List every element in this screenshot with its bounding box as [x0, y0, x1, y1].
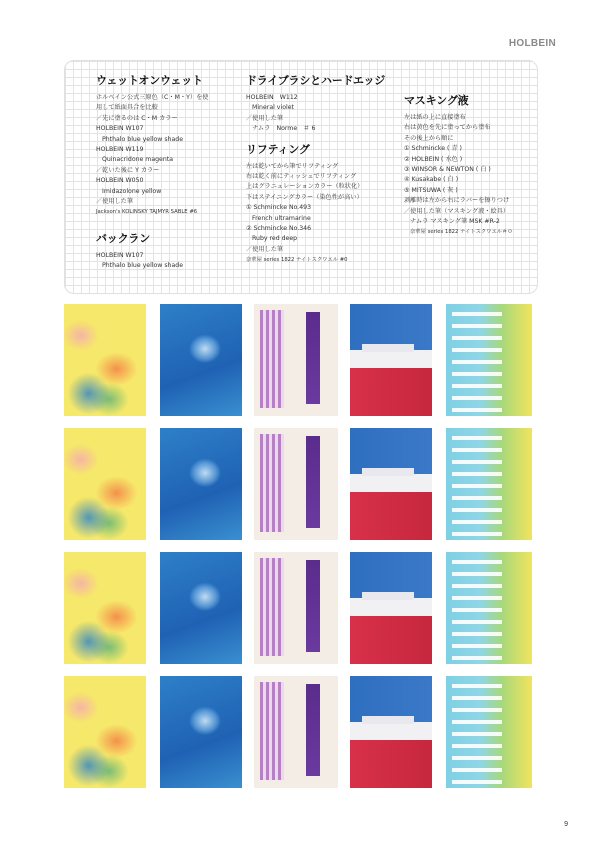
note-line: 右は黄色を先に塗ってから塗布	[404, 124, 491, 132]
note-line: HOLBEIN W112	[246, 94, 298, 101]
swatch-row	[64, 676, 532, 788]
note-line: 左は乾いてから筆でリフティング	[246, 162, 339, 170]
note-line: 上はグラニュレーションカラー（粒状化）	[246, 183, 364, 191]
brand-label: HOLBEIN	[508, 38, 556, 49]
swatch-masking	[446, 428, 532, 540]
note-line: ① Schmincke ( 青 )	[404, 145, 462, 153]
swatch-grid	[64, 304, 532, 800]
note-line: 用して紙面具合を比較	[96, 104, 158, 112]
note-line: Imidazolone yellow	[102, 187, 162, 195]
note-line: 右は乾く前にティッシュでリフティング	[246, 173, 357, 181]
section-title-backrun: バックラン	[96, 231, 150, 245]
note-line: ナムラ Norme ＃ 6	[252, 125, 316, 133]
note-line: Phthalo blue yellow shade	[102, 262, 183, 270]
swatch-wet-on-wet	[64, 552, 146, 664]
swatch-row	[64, 304, 532, 416]
note-line: ／使用した筆	[96, 198, 134, 206]
note-line: Jackson's KOLINSKY TAJMYR SABLE #6	[96, 209, 198, 216]
note-line: 奈華屋 series 1822 ナイトスクワエル＃０	[410, 229, 513, 236]
column-wet-on-wet	[96, 72, 246, 272]
note-line: HOLBEIN W119	[96, 146, 144, 154]
note-line: ホルベイン公式三原色（C・M・Y）を使	[96, 94, 209, 101]
note-line: ／使用した筆	[246, 245, 284, 253]
section-title-dry-brush: ドライブラシとハードエッジ	[246, 74, 386, 87]
swatch-dry-brush	[254, 304, 338, 416]
note-line: HOLBEIN W107	[96, 125, 144, 133]
swatch-lifting	[350, 304, 432, 416]
swatch-masking	[446, 304, 532, 416]
swatch-wet-on-wet	[64, 676, 146, 788]
column-masking	[404, 92, 534, 238]
swatch-row	[64, 552, 532, 664]
swatch-dry-brush	[254, 552, 338, 664]
note-line: Mineral violet	[252, 104, 294, 112]
note-line: Ruby red deep	[252, 235, 298, 243]
swatch-lifting	[350, 428, 432, 540]
swatch-row	[64, 428, 532, 540]
note-line: ／乾いた後に Y カラー	[96, 166, 160, 174]
note-line: 剥離時は左から右にラバーを擦りつけ	[404, 197, 510, 205]
note-line: Phthalo blue yellow shade	[102, 135, 183, 143]
swatch-lifting	[350, 552, 432, 664]
swatch-dry-brush	[254, 676, 338, 788]
swatch-masking	[446, 552, 532, 664]
note-line: 奈華屋 series 1822 ナイトスクワエル #0	[246, 257, 348, 264]
note-line: ② HOLBEIN ( 水色 )	[404, 155, 463, 163]
note-line: 左は紙の上に直接塗布	[404, 114, 466, 121]
swatch-backrun	[160, 428, 242, 540]
note-line: ⑤ MITSUWA ( 灰 )	[404, 186, 458, 194]
swatch-backrun	[160, 552, 242, 664]
note-line: 下はステイニングカラー（染色性が高い）	[246, 193, 363, 201]
note-line: ナムラ マスキング筆 MSK #R-2	[410, 218, 500, 226]
note-line: ① Schmincke No.493	[246, 204, 312, 212]
swatch-backrun	[160, 676, 242, 788]
note-line: Quinacridone magenta	[102, 156, 173, 164]
swatch-wet-on-wet	[64, 428, 146, 540]
swatch-masking	[446, 676, 532, 788]
swatch-dry-brush	[254, 428, 338, 540]
note-line: その後上から順に	[404, 134, 454, 142]
section-title-masking: マスキング液	[404, 94, 469, 107]
column-dry-brush	[246, 72, 402, 266]
page-number: 9	[564, 821, 568, 828]
swatch-lifting	[350, 676, 432, 788]
swatch-backrun	[160, 304, 242, 416]
note-line: ③ WINSOR & NEWTON ( 白 )	[404, 166, 491, 174]
swatch-wet-on-wet	[64, 304, 146, 416]
note-line: ／使用した筆（マスキング液・絵具）	[404, 207, 510, 215]
note-line: HOLBEIN W107	[96, 251, 144, 259]
note-line: ② Schmincke No.346	[246, 225, 312, 233]
note-line: HOLBEIN W050	[96, 177, 144, 185]
section-title-lifting: リフティング	[246, 142, 310, 156]
note-line: ／先に塗るのは C・M カラー	[96, 114, 178, 122]
note-line: ／使用した筆	[246, 114, 284, 122]
note-line: French ultramarine	[252, 214, 311, 222]
section-title-wet-on-wet: ウェットオンウェット	[96, 74, 203, 87]
note-line: ④ Kusakabe ( 白 )	[404, 176, 459, 184]
